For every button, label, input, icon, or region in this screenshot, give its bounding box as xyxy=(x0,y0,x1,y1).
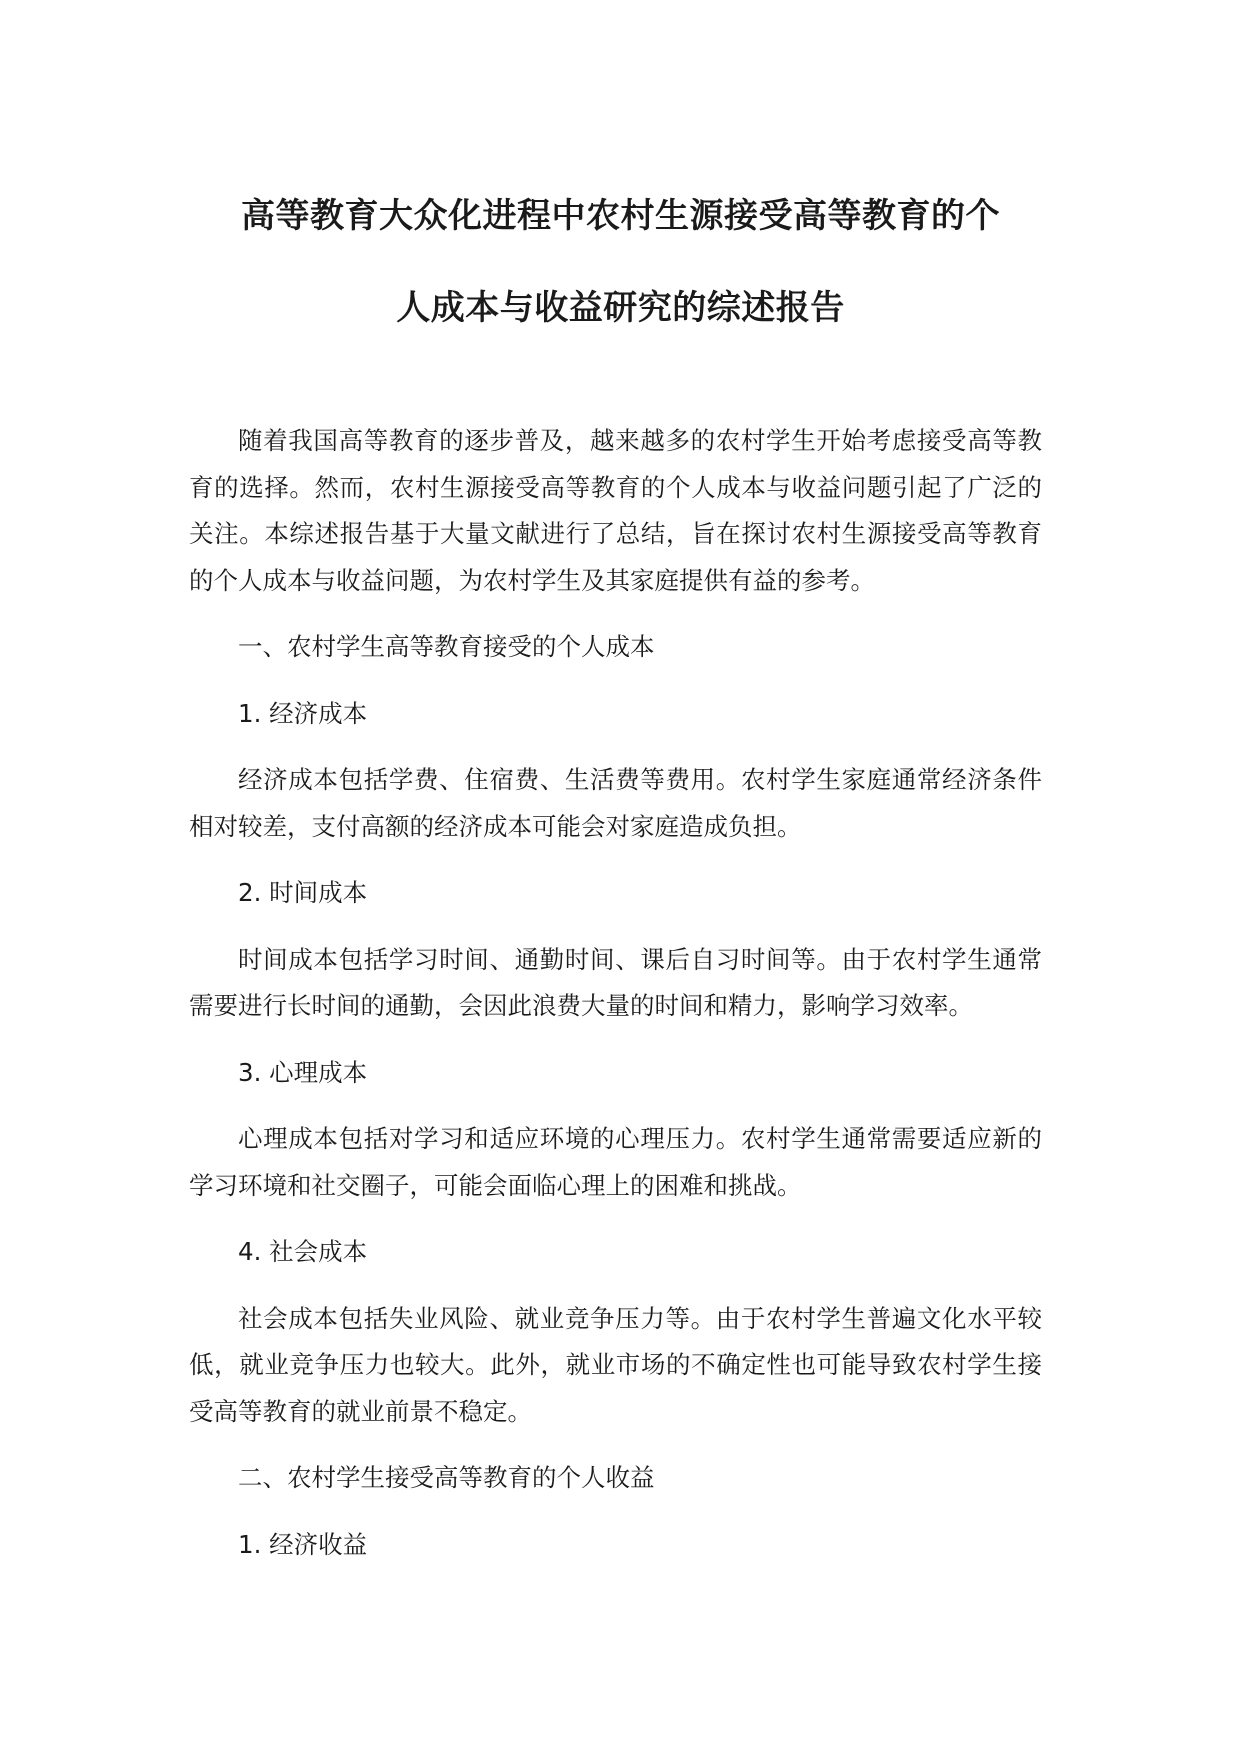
subheading-economic-cost: 1. 经济成本 xyxy=(238,698,368,728)
document-title xyxy=(171,170,1071,354)
paragraph-social-cost: 社会成本包括失业风险、就业竞争压力等。由于农村学生普遍文化水平较低，就业竞争压力也较大。此外，就业市场的不确定性也可能导致农村学生接受高等教育的就业前景不稳定。 xyxy=(189,1303,1042,1426)
subheading-economic-benefit: 1. 经济收益 xyxy=(238,1529,368,1559)
paragraph-psychological-cost: 心理成本包括对学习和适应环境的心理压力。农村学生通常需要适应新的学习环境和社交圈子，可能会面临心理上的困难和挑战。 xyxy=(189,1124,1042,1200)
subheading-social-cost: 4. 社会成本 xyxy=(238,1237,368,1266)
paragraph-time-cost: 时间成本包括学习时间、通勤时间、课后自习时间等。由于农村学生通常需要进行长时间的通勤，会因此浪费大量的时间和精力，影响学习效率。 xyxy=(189,944,1042,1020)
paragraph-economic-cost: 经济成本包括学费、住宿费、生活费等费用。农村学生家庭通常经济条件相对较差，支付高额的经济成本可能会对家庭造成负担。 xyxy=(189,765,1042,841)
title-line-2: 人成本与收益研究的综述报告 xyxy=(396,288,845,328)
section-heading-benefits: 二、农村学生接受高等教育的个人收益 xyxy=(238,1463,655,1492)
title-line-1: 高等教育大众化进程中农村生源接受高等教育的个 xyxy=(241,196,1000,236)
intro-paragraph: 随着我国高等教育的逐步普及，越来越多的农村学生开始考虑接受高等教育的选择。然而，农村生源接受高等教育的个人成本与收益问题引起了广泛的关注。本综述报告基于大量文献进行了总结，旨在探讨农村生源接受高等教育的个人成本与收益问题，为农村学生及其家庭提供有益的参考。 xyxy=(189,426,1042,595)
section-heading-costs: 一、农村学生高等教育接受的个人成本 xyxy=(238,632,655,661)
subheading-time-cost: 2. 时间成本 xyxy=(238,878,368,907)
document-body xyxy=(189,418,1042,1568)
subheading-psychological-cost: 3. 心理成本 xyxy=(238,1057,368,1087)
